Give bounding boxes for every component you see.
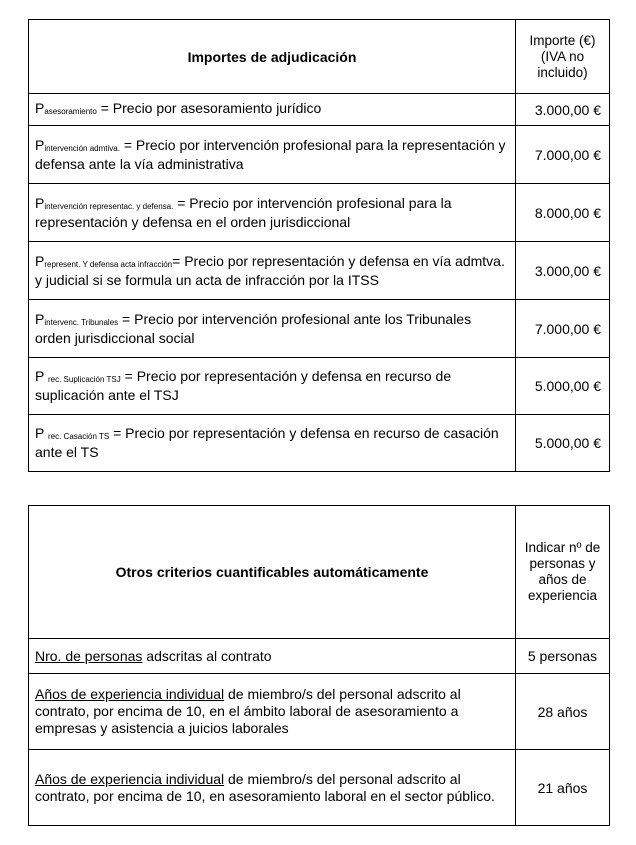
award-row-intervencion-admtiva [29, 126, 610, 184]
award-row-amount: 5.000,00 € [516, 358, 610, 415]
award-row-description [29, 184, 516, 242]
price-text: = Precio por representación y defensa en vía admtva. y judicial si se formula un acta de infracción por la ITSS [35, 252, 505, 288]
criteria-row-value: 28 años [516, 674, 610, 750]
price-subscript: represent. Y defensa acta infracción [44, 259, 173, 269]
price-symbol: P [35, 100, 45, 116]
criteria-table-header-row [29, 506, 610, 639]
price-text: = Precio por intervención profesional ante los Tribunales orden jurisdiccional social [35, 310, 472, 346]
criteria-row-experiencia-laboral [29, 674, 610, 750]
criteria-underlined-term: Nro. de personas [35, 647, 143, 664]
criteria-row-value: 21 años [516, 750, 610, 826]
criteria-text: de miembro/s del personal adscrito al contrato, por encima de 10, en el ámbito laboral de asesoramiento a empresas y asistencia a juicios laborales [35, 686, 461, 736]
criteria-row-value: 5 personas [516, 639, 610, 674]
price-subscript: rec. Casación TS [47, 432, 110, 441]
award-row-description [29, 242, 516, 300]
criteria-row-description [29, 750, 516, 826]
price-subscript: rec. Suplicación TSJ [47, 375, 121, 384]
price-symbol: P [35, 252, 45, 269]
criteria-underlined-term: Años de experiencia individual [35, 770, 225, 787]
price-subscript: asesoramiento [44, 107, 97, 116]
award-row-description [29, 415, 516, 472]
award-row-asesoramiento [29, 94, 610, 126]
award-row-amount: 5.000,00 € [516, 415, 610, 472]
award-row-casacion [29, 415, 610, 472]
price-subscript: intervenc. Tribunales [44, 317, 119, 327]
award-table-header-row [29, 20, 610, 94]
award-row-description [29, 126, 516, 184]
criteria-row-description [29, 639, 516, 674]
price-symbol: P [35, 310, 45, 327]
price-symbol: P [35, 425, 48, 441]
criteria-underlined-term: Años de experiencia individual [35, 686, 225, 702]
award-row-amount: 8.000,00 € [516, 184, 610, 242]
criteria-text: de miembro/s del personal adscrito al contrato, por encima de 10, en asesoramiento laboral en el sector público. [35, 770, 495, 804]
price-subscript: intervención admtiva. [44, 143, 120, 153]
award-row-description [29, 358, 516, 415]
award-row-intervencion-representac [29, 184, 610, 242]
value-column-header: Indicar nº de personas y años de experiencia [516, 506, 610, 639]
award-row-amount: 7.000,00 € [516, 126, 610, 184]
criteria-row-personas [29, 639, 610, 674]
price-subscript: intervención representac. y defensa. [44, 201, 174, 211]
award-row-suplicacion [29, 358, 610, 415]
price-symbol: P [35, 368, 48, 384]
award-row-description [29, 94, 516, 126]
price-text: = Precio por asesoramiento jurídico [96, 100, 322, 116]
criteria-row-experiencia-publico [29, 750, 610, 826]
award-row-amount: 3.000,00 € [516, 242, 610, 300]
award-row-tribunales [29, 300, 610, 358]
award-amounts-table [28, 19, 610, 472]
award-table-title: Importes de adjudicación [29, 20, 516, 94]
criteria-table-title: Otros criterios cuantificables automáticamente [29, 506, 516, 639]
amount-column-header: Importe (€) (IVA no incluido) [516, 20, 610, 94]
price-text: = Precio por intervención profesional para la representación y defensa ante la vía administrativa [35, 136, 506, 172]
award-row-amount: 7.000,00 € [516, 300, 610, 358]
price-text: = Precio por representación y defensa en recurso de suplicación ante el TSJ [35, 368, 452, 403]
price-symbol: P [35, 136, 45, 153]
criteria-text: adscritas al contrato [142, 647, 272, 664]
price-symbol: P [35, 194, 45, 211]
award-row-description [29, 300, 516, 358]
price-text: = Precio por intervención profesional para la representación y defensa en el orden jurisdiccional [35, 194, 452, 230]
price-text: = Precio por representación y defensa en recurso de casación ante el TS [35, 425, 499, 460]
criteria-row-description [29, 674, 516, 750]
award-row-acta-infraccion [29, 242, 610, 300]
award-row-amount: 3.000,00 € [516, 94, 610, 126]
other-criteria-table [28, 505, 610, 826]
